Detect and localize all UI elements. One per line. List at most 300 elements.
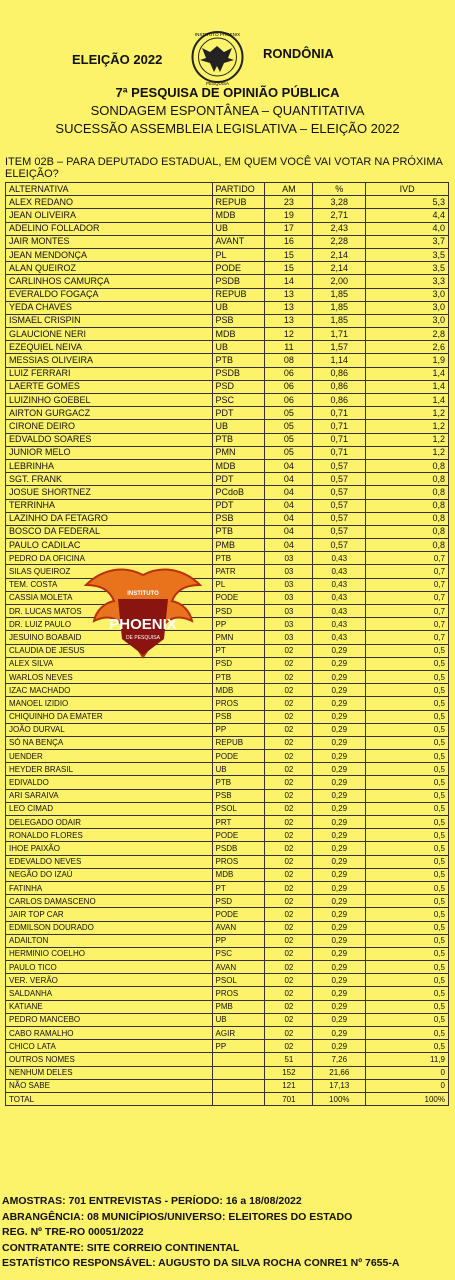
- col-percent: %: [313, 183, 366, 196]
- cell-am: 23: [265, 196, 313, 209]
- cell-partido: PSB: [212, 789, 265, 802]
- svg-text:DE PESQUISA: DE PESQUISA: [126, 635, 160, 641]
- cell-am: 02: [265, 750, 313, 763]
- cell-percent: 0,29: [313, 657, 366, 670]
- cell-percent: 0,29: [313, 908, 366, 921]
- cell-alternativa: CABO RAMALHO: [6, 1027, 213, 1040]
- cell-am: 03: [265, 618, 313, 631]
- cell-alternativa: DR. LUIZ PAULO: [6, 618, 213, 631]
- cell-am: 02: [265, 802, 313, 815]
- table-row: [6, 710, 449, 723]
- table-row: [6, 1040, 449, 1053]
- cell-percent: 0,29: [313, 895, 366, 908]
- cell-am: 13: [265, 314, 313, 327]
- cell-percent: 0,29: [313, 736, 366, 749]
- cell-ivd: 2,8: [366, 328, 449, 341]
- table-row: [6, 1066, 449, 1079]
- cell-percent: 0,29: [313, 855, 366, 868]
- cell-partido: AVAN: [212, 961, 265, 974]
- cell-alternativa: JAIR TOP CAR: [6, 908, 213, 921]
- cell-percent: 0,86: [313, 367, 366, 380]
- cell-alternativa: LAZINHO DA FETAGRO: [6, 512, 213, 525]
- table-row: [6, 670, 449, 683]
- cell-ivd: 11,9: [366, 1053, 449, 1066]
- cell-partido: PP: [212, 618, 265, 631]
- table-row: [6, 987, 449, 1000]
- table-body-small: [6, 552, 449, 1106]
- cell-am: 02: [265, 776, 313, 789]
- cell-am: 02: [265, 816, 313, 829]
- cell-partido: PODE: [212, 262, 265, 275]
- cell-ivd: 0,5: [366, 974, 449, 987]
- cell-alternativa: EDMILSON DOURADO: [6, 921, 213, 934]
- cell-alternativa: ADAILTON: [6, 934, 213, 947]
- cell-am: 04: [265, 473, 313, 486]
- cell-alternativa: JOSUE SHORTNEZ: [6, 486, 213, 499]
- svg-text:PHOENIX: PHOENIX: [109, 616, 177, 633]
- cell-am: 02: [265, 789, 313, 802]
- col-partido: PARTIDO: [212, 183, 265, 196]
- cell-ivd: 0,5: [366, 868, 449, 881]
- cell-percent: 0,29: [313, 961, 366, 974]
- page-header: [0, 30, 455, 90]
- cell-percent: 2,00: [313, 275, 366, 288]
- cell-am: 02: [265, 644, 313, 657]
- cell-percent: 1,71: [313, 328, 366, 341]
- cell-am: 06: [265, 394, 313, 407]
- cell-alternativa: VER. VERÃO: [6, 974, 213, 987]
- cell-percent: 0,43: [313, 631, 366, 644]
- cell-ivd: 0,5: [366, 789, 449, 802]
- cell-ivd: 0,7: [366, 605, 449, 618]
- table-row: [6, 895, 449, 908]
- cell-partido: PSDB: [212, 842, 265, 855]
- cell-ivd: 0,5: [366, 947, 449, 960]
- cell-am: 02: [265, 829, 313, 842]
- cell-ivd: 0,5: [366, 670, 449, 683]
- cell-percent: 0,29: [313, 829, 366, 842]
- cell-alternativa: PAULO CADILAC: [6, 539, 213, 552]
- cell-alternativa: PEDRO MANCEBO: [6, 1013, 213, 1026]
- table-row: [6, 407, 449, 420]
- footer-contractor: CONTRATANTE: SITE CORREIO CONTINENTAL: [2, 1241, 240, 1254]
- table-row: [6, 605, 449, 618]
- cell-alternativa: MESSIAS OLIVEIRA: [6, 354, 213, 367]
- cell-alternativa: TOTAL: [6, 1092, 213, 1105]
- footer-notes: [2, 1194, 452, 1272]
- cell-percent: 0,29: [313, 670, 366, 683]
- table-row: [6, 1000, 449, 1013]
- table-body-main: [6, 196, 449, 552]
- cell-alternativa: TERRINHA: [6, 499, 213, 512]
- cell-ivd: 3,0: [366, 301, 449, 314]
- table-row: [6, 209, 449, 222]
- table-row: [6, 525, 449, 538]
- cell-percent: 0,29: [313, 881, 366, 894]
- cell-partido: PSOL: [212, 974, 265, 987]
- cell-partido: PDT: [212, 473, 265, 486]
- cell-am: 03: [265, 591, 313, 604]
- cell-ivd: 2,6: [366, 341, 449, 354]
- cell-partido: PDT: [212, 499, 265, 512]
- cell-percent: 0,43: [313, 578, 366, 591]
- cell-partido: REPUB: [212, 196, 265, 209]
- cell-ivd: 0: [366, 1066, 449, 1079]
- cell-percent: 100%: [313, 1092, 366, 1105]
- cell-am: 13: [265, 288, 313, 301]
- cell-alternativa: BOSCO DA FEDERAL: [6, 525, 213, 538]
- cell-partido: PTB: [212, 552, 265, 565]
- cell-alternativa: NÃO SABE: [6, 1079, 213, 1092]
- cell-ivd: 0,5: [366, 987, 449, 1000]
- cell-partido: UB: [212, 222, 265, 235]
- cell-percent: 21,66: [313, 1066, 366, 1079]
- cell-am: 05: [265, 446, 313, 459]
- cell-percent: 0,29: [313, 644, 366, 657]
- cell-ivd: 5,3: [366, 196, 449, 209]
- cell-am: 03: [265, 578, 313, 591]
- cell-alternativa: LAERTE GOMES: [6, 380, 213, 393]
- cell-am: 06: [265, 380, 313, 393]
- cell-ivd: 1,2: [366, 420, 449, 433]
- table-row: [6, 697, 449, 710]
- cell-am: 02: [265, 723, 313, 736]
- table-row: [6, 855, 449, 868]
- cell-partido: [212, 1066, 265, 1079]
- cell-percent: 7,26: [313, 1053, 366, 1066]
- phoenix-watermark-icon: [84, 565, 202, 663]
- cell-alternativa: IHOE PAIXÃO: [6, 842, 213, 855]
- cell-ivd: 3,5: [366, 262, 449, 275]
- table-row: [6, 591, 449, 604]
- cell-alternativa: EDVALDO SOARES: [6, 433, 213, 446]
- cell-am: 04: [265, 512, 313, 525]
- cell-am: 13: [265, 301, 313, 314]
- cell-alternativa: PEDRO DA OFICINA: [6, 552, 213, 565]
- cell-am: 02: [265, 1000, 313, 1013]
- table-row: [6, 644, 449, 657]
- cell-am: 02: [265, 974, 313, 987]
- cell-alternativa: FATINHA: [6, 881, 213, 894]
- cell-am: 02: [265, 921, 313, 934]
- cell-am: 02: [265, 908, 313, 921]
- cell-partido: PROS: [212, 987, 265, 1000]
- header-election: ELEIÇÃO 2022: [72, 52, 163, 67]
- cell-partido: PSB: [212, 314, 265, 327]
- cell-alternativa: TEM. COSTA: [6, 578, 213, 591]
- cell-am: 02: [265, 934, 313, 947]
- cell-partido: [212, 1092, 265, 1105]
- cell-ivd: 0,5: [366, 736, 449, 749]
- cell-alternativa: CHIQUINHO DA EMATER: [6, 710, 213, 723]
- cell-ivd: 0,8: [366, 539, 449, 552]
- footer-scope: ABRANGÊNCIA: 08 MUNICÍPIOS/UNIVERSO: ELEITORES DO ESTADO: [2, 1210, 353, 1223]
- cell-alternativa: EVERALDO FOGAÇA: [6, 288, 213, 301]
- cell-partido: PSB: [212, 512, 265, 525]
- cell-ivd: 0,5: [366, 855, 449, 868]
- cell-alternativa: CARLINHOS CAMURÇA: [6, 275, 213, 288]
- cell-am: 02: [265, 842, 313, 855]
- cell-percent: 3,28: [313, 196, 366, 209]
- table-row: [6, 367, 449, 380]
- table-row: [6, 684, 449, 697]
- cell-am: 02: [265, 947, 313, 960]
- cell-percent: 1,57: [313, 341, 366, 354]
- cell-partido: UB: [212, 341, 265, 354]
- cell-percent: 0,71: [313, 407, 366, 420]
- cell-percent: 0,29: [313, 776, 366, 789]
- cell-partido: UB: [212, 301, 265, 314]
- cell-alternativa: GLAUCIONE NERI: [6, 328, 213, 341]
- cell-percent: 0,71: [313, 433, 366, 446]
- table-row: [6, 314, 449, 327]
- cell-alternativa: EDEVALDO NEVES: [6, 855, 213, 868]
- cell-percent: 0,29: [313, 816, 366, 829]
- cell-ivd: 0,5: [366, 816, 449, 829]
- cell-ivd: 0,5: [366, 934, 449, 947]
- table-row: [6, 196, 449, 209]
- cell-alternativa: EZEQUIEL NEIVA: [6, 341, 213, 354]
- cell-ivd: 0,7: [366, 618, 449, 631]
- table-row: [6, 578, 449, 591]
- table-row: [6, 1013, 449, 1026]
- cell-alternativa: ALEX REDANO: [6, 196, 213, 209]
- table-row: [6, 565, 449, 578]
- cell-am: 02: [265, 1040, 313, 1053]
- cell-partido: PTB: [212, 525, 265, 538]
- cell-percent: 0,86: [313, 380, 366, 393]
- cell-am: 05: [265, 420, 313, 433]
- cell-partido: MDB: [212, 684, 265, 697]
- cell-alternativa: CASSIA MOLETA: [6, 591, 213, 604]
- cell-percent: 17,13: [313, 1079, 366, 1092]
- cell-am: 02: [265, 855, 313, 868]
- table-row: [6, 262, 449, 275]
- cell-ivd: 3,0: [366, 288, 449, 301]
- cell-ivd: 0,5: [366, 895, 449, 908]
- cell-partido: PSC: [212, 947, 265, 960]
- cell-partido: PODE: [212, 591, 265, 604]
- cell-percent: 0,29: [313, 684, 366, 697]
- cell-partido: PMB: [212, 539, 265, 552]
- cell-partido: MDB: [212, 209, 265, 222]
- cell-partido: REPUB: [212, 288, 265, 301]
- cell-percent: 0,57: [313, 473, 366, 486]
- table-header-row: [6, 183, 449, 196]
- cell-percent: 1,85: [313, 288, 366, 301]
- table-row: [6, 486, 449, 499]
- footer-registration: REG. Nº TRE-RO 00051/2022: [2, 1226, 144, 1238]
- cell-percent: 0,29: [313, 868, 366, 881]
- cell-partido: [212, 1053, 265, 1066]
- table-row: [6, 341, 449, 354]
- table-row: [6, 380, 449, 393]
- cell-percent: 0,29: [313, 921, 366, 934]
- cell-ivd: 0: [366, 1079, 449, 1092]
- cell-ivd: 4,4: [366, 209, 449, 222]
- cell-percent: 0,43: [313, 591, 366, 604]
- cell-alternativa: LUIZINHO GOEBEL: [6, 394, 213, 407]
- cell-partido: AVANT: [212, 235, 265, 248]
- cell-percent: 0,43: [313, 605, 366, 618]
- cell-am: 02: [265, 710, 313, 723]
- cell-ivd: 0,5: [366, 657, 449, 670]
- cell-alternativa: EDIVALDO: [6, 776, 213, 789]
- cell-ivd: 0,8: [366, 499, 449, 512]
- cell-percent: 0,29: [313, 1013, 366, 1026]
- cell-am: 04: [265, 459, 313, 472]
- cell-partido: PODE: [212, 750, 265, 763]
- cell-ivd: 0,8: [366, 512, 449, 525]
- table-row: [6, 868, 449, 881]
- cell-alternativa: ISMAEL CRISPIN: [6, 314, 213, 327]
- cell-partido: PSC: [212, 394, 265, 407]
- cell-am: 14: [265, 275, 313, 288]
- cell-percent: 0,43: [313, 552, 366, 565]
- cell-am: 04: [265, 486, 313, 499]
- cell-ivd: 3,7: [366, 235, 449, 248]
- table-row: [6, 776, 449, 789]
- cell-ivd: 0,5: [366, 644, 449, 657]
- cell-ivd: 0,7: [366, 552, 449, 565]
- table-row: [6, 288, 449, 301]
- cell-alternativa: HERMINIO COELHO: [6, 947, 213, 960]
- cell-partido: PCdoB: [212, 486, 265, 499]
- cell-partido: PSD: [212, 657, 265, 670]
- cell-am: 152: [265, 1066, 313, 1079]
- cell-percent: 0,29: [313, 710, 366, 723]
- table-row: [6, 908, 449, 921]
- cell-am: 16: [265, 235, 313, 248]
- cell-alternativa: HEYDER BRASIL: [6, 763, 213, 776]
- cell-ivd: 0,5: [366, 710, 449, 723]
- cell-percent: 0,43: [313, 565, 366, 578]
- cell-alternativa: AIRTON GURGACZ: [6, 407, 213, 420]
- cell-partido: PMB: [212, 1000, 265, 1013]
- cell-partido: UB: [212, 1013, 265, 1026]
- cell-ivd: 0,5: [366, 750, 449, 763]
- cell-am: 03: [265, 565, 313, 578]
- cell-percent: 0,29: [313, 1027, 366, 1040]
- cell-partido: PROS: [212, 855, 265, 868]
- cell-partido: PMN: [212, 446, 265, 459]
- table-row: [6, 750, 449, 763]
- cell-alternativa: NEGÃO DO IZAÚ: [6, 868, 213, 881]
- cell-partido: PODE: [212, 829, 265, 842]
- cell-ivd: 0,7: [366, 631, 449, 644]
- cell-ivd: 0,8: [366, 459, 449, 472]
- cell-percent: 2,71: [313, 209, 366, 222]
- cell-ivd: 1,2: [366, 433, 449, 446]
- cell-percent: 2,14: [313, 262, 366, 275]
- cell-ivd: 0,5: [366, 842, 449, 855]
- cell-partido: MDB: [212, 868, 265, 881]
- cell-alternativa: UENDER: [6, 750, 213, 763]
- cell-partido: PATR: [212, 565, 265, 578]
- cell-alternativa: SÓ NA BENÇA: [6, 736, 213, 749]
- table-row: [6, 802, 449, 815]
- cell-percent: 1,85: [313, 314, 366, 327]
- cell-am: 02: [265, 670, 313, 683]
- table-row: [6, 934, 449, 947]
- cell-partido: [212, 1079, 265, 1092]
- cell-percent: 0,57: [313, 486, 366, 499]
- cell-alternativa: CLAUDIA DE JESUS: [6, 644, 213, 657]
- svg-text:INSTITUTO: INSTITUTO: [127, 591, 159, 597]
- cell-alternativa: ALEX SILVA: [6, 657, 213, 670]
- table-row: [6, 842, 449, 855]
- cell-am: 12: [265, 328, 313, 341]
- cell-ivd: 3,3: [366, 275, 449, 288]
- table-row: [6, 499, 449, 512]
- cell-ivd: 0,8: [366, 525, 449, 538]
- cell-alternativa: LEBRINHA: [6, 459, 213, 472]
- cell-partido: PSD: [212, 605, 265, 618]
- cell-ivd: 1,2: [366, 407, 449, 420]
- survey-title: 7ª PESQUISA DE OPINIÃO PÚBLICA: [115, 85, 340, 100]
- table-row: [6, 961, 449, 974]
- cell-partido: PL: [212, 578, 265, 591]
- cell-partido: PTB: [212, 670, 265, 683]
- cell-percent: 0,57: [313, 459, 366, 472]
- table-row: [6, 235, 449, 248]
- cell-partido: PODE: [212, 908, 265, 921]
- cell-percent: 1,14: [313, 354, 366, 367]
- cell-alternativa: JEAN OLIVEIRA: [6, 209, 213, 222]
- cell-partido: PROS: [212, 697, 265, 710]
- cell-percent: 0,43: [313, 618, 366, 631]
- footer-samples: AMOSTRAS: 701 ENTREVISTAS - PERÍODO: 16 a 18/08/2022: [2, 1195, 302, 1207]
- table-row: [6, 736, 449, 749]
- table-row: [6, 881, 449, 894]
- cell-alternativa: DELEGADO ODAIR: [6, 816, 213, 829]
- cell-percent: 1,85: [313, 301, 366, 314]
- cell-alternativa: DR. LUCAS MATOS: [6, 605, 213, 618]
- cell-partido: PDT: [212, 407, 265, 420]
- cell-partido: AGIR: [212, 1027, 265, 1040]
- table-row: [6, 829, 449, 842]
- cell-am: 03: [265, 631, 313, 644]
- question-text: ITEM 02B – PARA DEPUTADO ESTADUAL, EM QUEM VOCÊ VAI VOTAR NA PRÓXIMA ELEIÇÃO?: [5, 156, 443, 180]
- cell-ivd: 100%: [366, 1092, 449, 1105]
- cell-am: 04: [265, 539, 313, 552]
- cell-ivd: 0,5: [366, 697, 449, 710]
- cell-partido: PSD: [212, 895, 265, 908]
- cell-ivd: 0,5: [366, 908, 449, 921]
- table-row: [6, 974, 449, 987]
- cell-alternativa: JUNIOR MELO: [6, 446, 213, 459]
- cell-percent: 0,29: [313, 974, 366, 987]
- cell-percent: 0,57: [313, 525, 366, 538]
- cell-alternativa: WARLOS NEVES: [6, 670, 213, 683]
- col-alternativa: ALTERNATIVA: [6, 183, 213, 196]
- table-row: [6, 618, 449, 631]
- table-row: [6, 275, 449, 288]
- cell-am: 02: [265, 1013, 313, 1026]
- header-state: RONDÔNIA: [263, 46, 334, 61]
- cell-alternativa: ADELINO FOLLADOR: [6, 222, 213, 235]
- table-row: [6, 354, 449, 367]
- cell-alternativa: ARI SARAIVA: [6, 789, 213, 802]
- cell-partido: PT: [212, 644, 265, 657]
- cell-ivd: 0,8: [366, 473, 449, 486]
- table-row: [6, 328, 449, 341]
- cell-ivd: 0,5: [366, 829, 449, 842]
- cell-alternativa: LUIZ FERRARI: [6, 367, 213, 380]
- cell-am: 701: [265, 1092, 313, 1105]
- cell-percent: 2,43: [313, 222, 366, 235]
- cell-am: 04: [265, 525, 313, 538]
